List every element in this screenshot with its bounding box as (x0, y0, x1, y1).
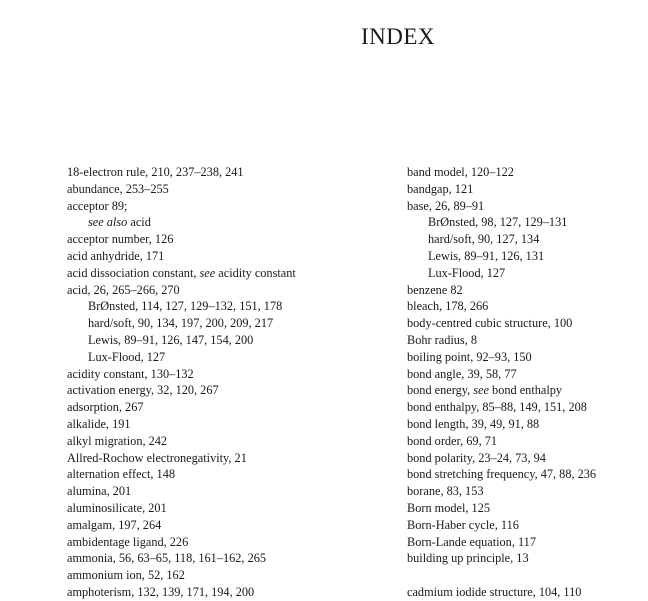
entry-text: aluminosilicate, 201 (67, 500, 167, 515)
entry-text: bond angle, 39, 58, 77 (407, 366, 517, 381)
index-entry (407, 416, 647, 433)
entry-text: Lewis, 89–91, 126, 131 (428, 248, 545, 263)
entry-text: acid, 26, 265–266, 270 (67, 282, 180, 297)
index-entry (407, 282, 647, 299)
see-target: bond enthalpy (488, 383, 563, 398)
index-subentry (67, 332, 387, 349)
entry-text: borane, 83, 153 (407, 484, 484, 499)
entry-text: bandgap, 121 (407, 181, 474, 196)
index-entry (407, 433, 647, 450)
index-entry (67, 534, 387, 551)
see-label: see (473, 383, 489, 398)
entry-text: body-centred cubic structure, 100 (407, 316, 573, 331)
index-entry (407, 349, 647, 366)
index-entry (67, 517, 387, 534)
index-entry (67, 483, 387, 500)
index-entry (67, 198, 387, 215)
index-subentry (407, 265, 647, 282)
entry-text: activation energy, 32, 120, 267 (67, 383, 219, 398)
entry-text: Born-Lande equation, 117 (407, 534, 536, 549)
index-entry (407, 382, 647, 399)
index-subentry (407, 214, 647, 231)
index-entry (67, 584, 387, 601)
index-entry (407, 450, 647, 467)
entry-text: ambidentage ligand, 226 (67, 534, 189, 549)
entry-text: acid (127, 215, 151, 230)
entry-text: ammonium ion, 52, 162 (67, 568, 185, 583)
index-entry (67, 399, 387, 416)
index-entry (67, 550, 387, 567)
index-column-left (67, 164, 387, 601)
index-entry (407, 483, 647, 500)
index-subentry (67, 349, 387, 366)
entry-text: boiling point, 92–93, 150 (407, 349, 532, 364)
entry-text: Born model, 125 (407, 500, 490, 515)
index-entry (67, 567, 387, 584)
entry-text: Allred-Rochow electronegativity, 21 (67, 450, 247, 465)
index-entry (67, 382, 387, 399)
entry-text: alkalide, 191 (67, 416, 131, 431)
entry-text: 18-electron rule, 210, 237–238, 241 (67, 165, 244, 179)
entry-text: bond stretching frequency, 47, 88, 236 (407, 467, 597, 482)
letter-group-gap (407, 567, 647, 584)
entry-text: bond polarity, 23–24, 73, 94 (407, 450, 546, 465)
index-entry (407, 500, 647, 517)
entry-text: acceptor number, 126 (67, 232, 174, 247)
index-entry (67, 450, 387, 467)
entry-text: bleach, 178, 266 (407, 299, 489, 314)
entry-text: Lewis, 89–91, 126, 147, 154, 200 (88, 332, 254, 347)
entry-text: Lux-Flood, 127 (88, 349, 166, 364)
index-entry (407, 399, 647, 416)
see-also-label: see also (88, 215, 128, 230)
index-entry (67, 248, 387, 265)
index-entry (67, 164, 387, 181)
index-entry (407, 298, 647, 315)
entry-text: bond energy, (407, 383, 474, 398)
entry-text: alumina, 201 (67, 484, 132, 499)
index-entry (67, 433, 387, 450)
index-entry (67, 231, 387, 248)
index-entry (407, 366, 647, 383)
entry-text: band model, 120–122 (407, 165, 514, 179)
entry-text: BrØnsted, 98, 127, 129–131 (428, 215, 568, 230)
entry-text: bond length, 39, 49, 91, 88 (407, 416, 540, 431)
entry-text: cadmium iodide structure, 104, 110 (407, 584, 582, 599)
index-entry (67, 500, 387, 517)
entry-text: alternation effect, 148 (67, 467, 176, 482)
index-subentry (67, 214, 387, 231)
entry-text: bond order, 69, 71 (407, 433, 498, 448)
entry-text: adsorption, 267 (67, 400, 144, 415)
index-entry (67, 416, 387, 433)
entry-text: abundance, 253–255 (67, 181, 169, 196)
index-subentry (67, 298, 387, 315)
index-entry (67, 181, 387, 198)
entry-text: hard/soft, 90, 134, 197, 200, 209, 217 (88, 316, 274, 331)
index-entry (407, 584, 647, 601)
entry-text: bond enthalpy, 85–88, 149, 151, 208 (407, 400, 587, 415)
index-entry (407, 534, 647, 551)
index-entry (67, 282, 387, 299)
index-entry (407, 198, 647, 215)
page-title: INDEX (360, 24, 436, 49)
entry-text: base, 26, 89–91 (407, 198, 485, 213)
index-entry (67, 366, 387, 383)
entry-text: amphoterism, 132, 139, 171, 194, 200 (67, 584, 255, 599)
entry-text: acidity constant, 130–132 (67, 366, 194, 381)
index-entry (67, 265, 387, 282)
index-entry (407, 164, 647, 181)
see-label: see (199, 265, 216, 280)
entry-text: BrØnsted, 114, 127, 129–132, 151, 178 (88, 299, 283, 314)
entry-text: Lux-Flood, 127 (428, 265, 506, 280)
index-entry (407, 466, 647, 483)
entry-text: acid dissociation constant, (67, 265, 200, 280)
entry-text: acceptor 89; (67, 198, 128, 213)
index-entry (407, 315, 647, 332)
index-entry (407, 181, 647, 198)
index-subentry (407, 248, 647, 265)
see-target: acidity constant (215, 265, 296, 280)
entry-text: ammonia, 56, 63–65, 118, 161–162, 265 (67, 551, 267, 566)
index-column-right (407, 164, 647, 601)
index-entry (67, 466, 387, 483)
entry-text: building up principle, 13 (407, 551, 529, 566)
index-subentry (407, 231, 647, 248)
index-subentry (67, 315, 387, 332)
entry-text: alkyl migration, 242 (67, 433, 168, 448)
entry-text: Born-Haber cycle, 116 (407, 517, 519, 532)
entry-text: amalgam, 197, 264 (67, 517, 162, 532)
index-entry (407, 550, 647, 567)
entry-text: hard/soft, 90, 127, 134 (428, 232, 540, 247)
entry-text: Bohr radius, 8 (407, 332, 478, 347)
entry-text: benzene 82 (407, 282, 463, 297)
entry-text: acid anhydride, 171 (67, 248, 165, 263)
index-entry (407, 332, 647, 349)
index-entry (407, 517, 647, 534)
